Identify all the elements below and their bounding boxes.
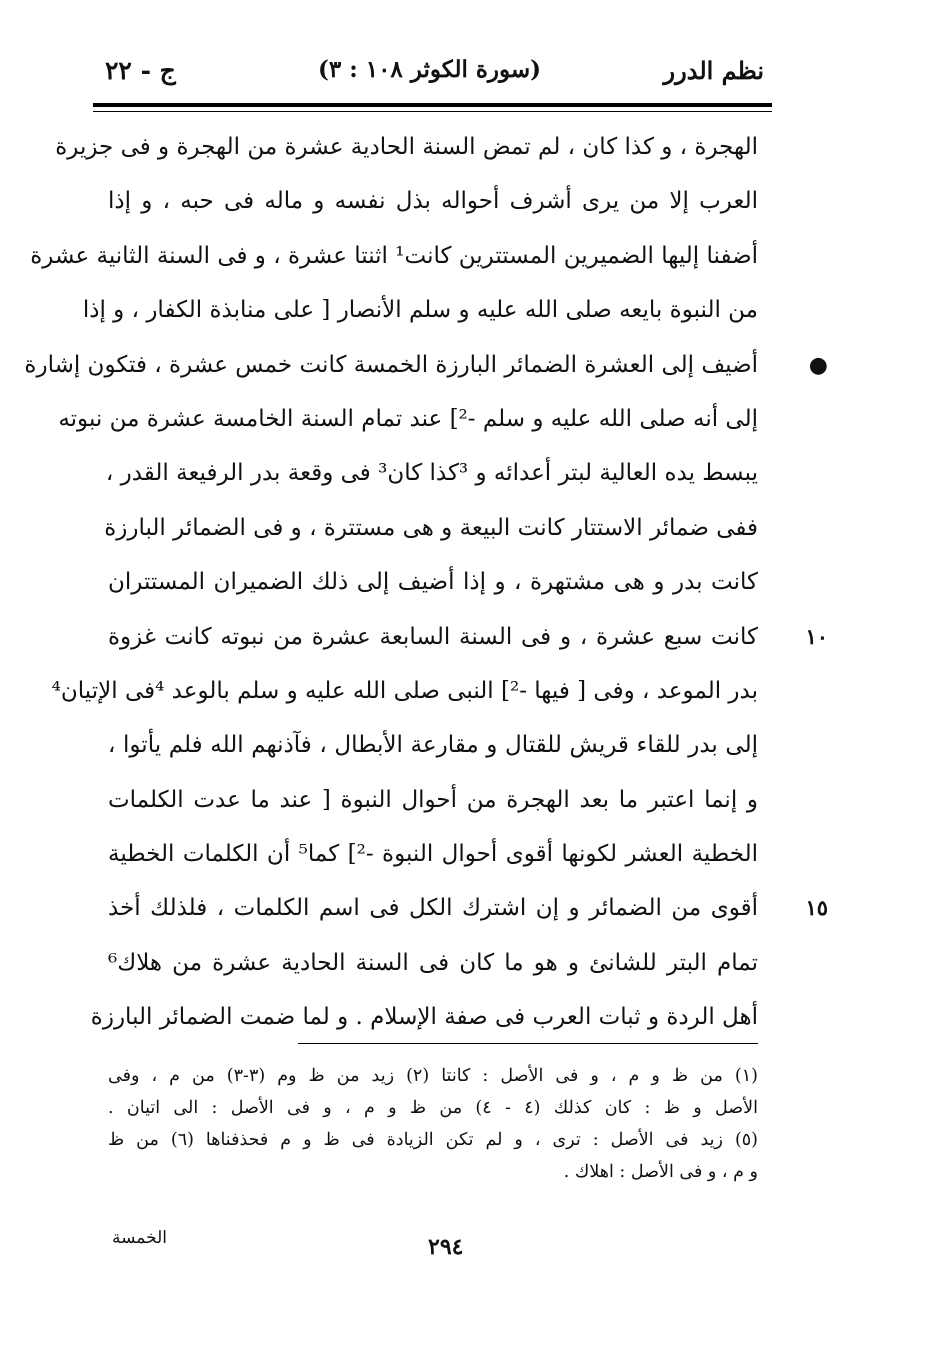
text-line xyxy=(108,827,758,881)
text-line xyxy=(30,229,758,283)
footnote-line: الأصل و ظ : كان كذلك (٤ - ٤) من ظ و م ، و فى الأصل : الى اتيان . xyxy=(108,1098,758,1118)
running-header xyxy=(95,52,764,102)
line-text: كانت سبع عشرة ، و فى السنة السابعة عشرة من نبوته كانت غزوة xyxy=(108,623,758,650)
text-line xyxy=(108,174,758,228)
text-line xyxy=(51,664,758,718)
book-title: نظم الدرر xyxy=(663,56,764,85)
line-text: تمام البتر للشانئ و هو ما كان فى السنة الحادية عشرة من هلاك⁶ xyxy=(108,949,758,976)
line-text: و إنما اعتبر ما بعد الهجرة من أحوال النبوة [ عند ما عدت الكلمات xyxy=(108,786,758,813)
line-text: أقوى من الضمائر و إن اشترك الكل فى اسم الكلمات ، فلذلك أخذ xyxy=(108,895,758,922)
line-number: ١٠ xyxy=(805,623,828,649)
text-line xyxy=(90,990,758,1044)
footnote-line: و م ، و فى الأصل : اهلاك . xyxy=(563,1162,758,1182)
line-text: إلى أنه صلى الله عليه و سلم -²] عند تمام السنة الخامسة عشرة من نبوته xyxy=(58,405,758,432)
catchword: الخمسة xyxy=(112,1228,167,1248)
line-text: أهل الردة و ثبات العرب فى صفة الإسلام . و لما ضمت الضمائر البارزة xyxy=(90,1004,758,1031)
text-line xyxy=(104,501,758,555)
text-line xyxy=(55,120,758,174)
line-text: العرب إلا من يرى أشرف أحواله بذل نفسه و ماله فى حبه ، و إذا xyxy=(108,188,758,215)
footnote-separator xyxy=(298,1043,758,1044)
line-text: إلى بدر للقاء قريش للقتال و مقارعة الأبطال ، فآذنهم الله فلم يأتوا ، xyxy=(108,732,758,759)
text-line xyxy=(105,446,758,500)
line-text: أضفنا إليها الضميرين المستترين كانت¹ اثنتا عشرة ، و فى السنة الثانية عشرة xyxy=(30,242,758,269)
line-text: يبسط يده العالية لبتر أعدائه و ³كذا كان³ فى وقعة بدر الرفيعة القدر ، xyxy=(105,460,758,487)
footnote-line: (٥) زيد فى الأصل : ترى ، و لم تكن الزيادة فى ظ و م فحذفناها (٦) من ظ xyxy=(108,1130,758,1150)
text-line xyxy=(24,338,828,392)
header-rule-thin xyxy=(93,111,772,112)
text-line xyxy=(108,881,828,935)
line-text: بدر الموعد ، وفى [ فيها -²] النبى صلى الله عليه و سلم بالوعد ⁴فى الإتيان⁴ xyxy=(51,677,758,704)
page-number: ٢٩٤ xyxy=(428,1234,464,1260)
text-line xyxy=(108,718,758,772)
surah-reference: (سورة الكوثر ١٠٨ : ٣) xyxy=(317,56,542,83)
line-number: ١٥ xyxy=(805,895,828,921)
volume-number: ج - ٢٢ xyxy=(105,56,176,85)
main-text xyxy=(24,120,828,1045)
line-text: كانت بدر و هى مشتهرة ، و إذا أضيف إلى ذلك الضميران المستتران xyxy=(108,569,758,596)
line-text: من النبوة بايعه صلى الله عليه و سلم الأنصار [ على منابذة الكفار ، و إذا xyxy=(82,297,758,324)
text-line xyxy=(108,555,758,609)
text-line xyxy=(82,283,758,337)
line-text: الهجرة ، و كذا كان ، لم تمض السنة الحادية عشرة من الهجرة و فى جزيرة xyxy=(55,134,758,160)
line-number: ● xyxy=(808,351,828,378)
line-text: أضيف إلى العشرة الضمائر البارزة الخمسة كانت خمس عشرة ، فتكون إشارة xyxy=(24,351,758,378)
text-line xyxy=(58,392,758,446)
footnote-line: (١) من ظ و م ، و فى الأصل : كانتا (٢) زيد من ظ وم (٣-٣) من م ، وفى xyxy=(108,1066,758,1086)
footnotes xyxy=(108,1060,758,1188)
header-rule xyxy=(93,103,772,107)
line-text: الخطية العشر لكونها أقوى أحوال النبوة -²] كما⁵ أن الكلمات الخطية xyxy=(108,841,758,868)
text-line xyxy=(108,936,758,990)
text-line xyxy=(108,773,758,827)
text-line xyxy=(108,610,828,664)
line-text: ففى ضمائر الاستتار كانت البيعة و هى مستترة ، و فى الضمائر البارزة xyxy=(104,514,758,541)
